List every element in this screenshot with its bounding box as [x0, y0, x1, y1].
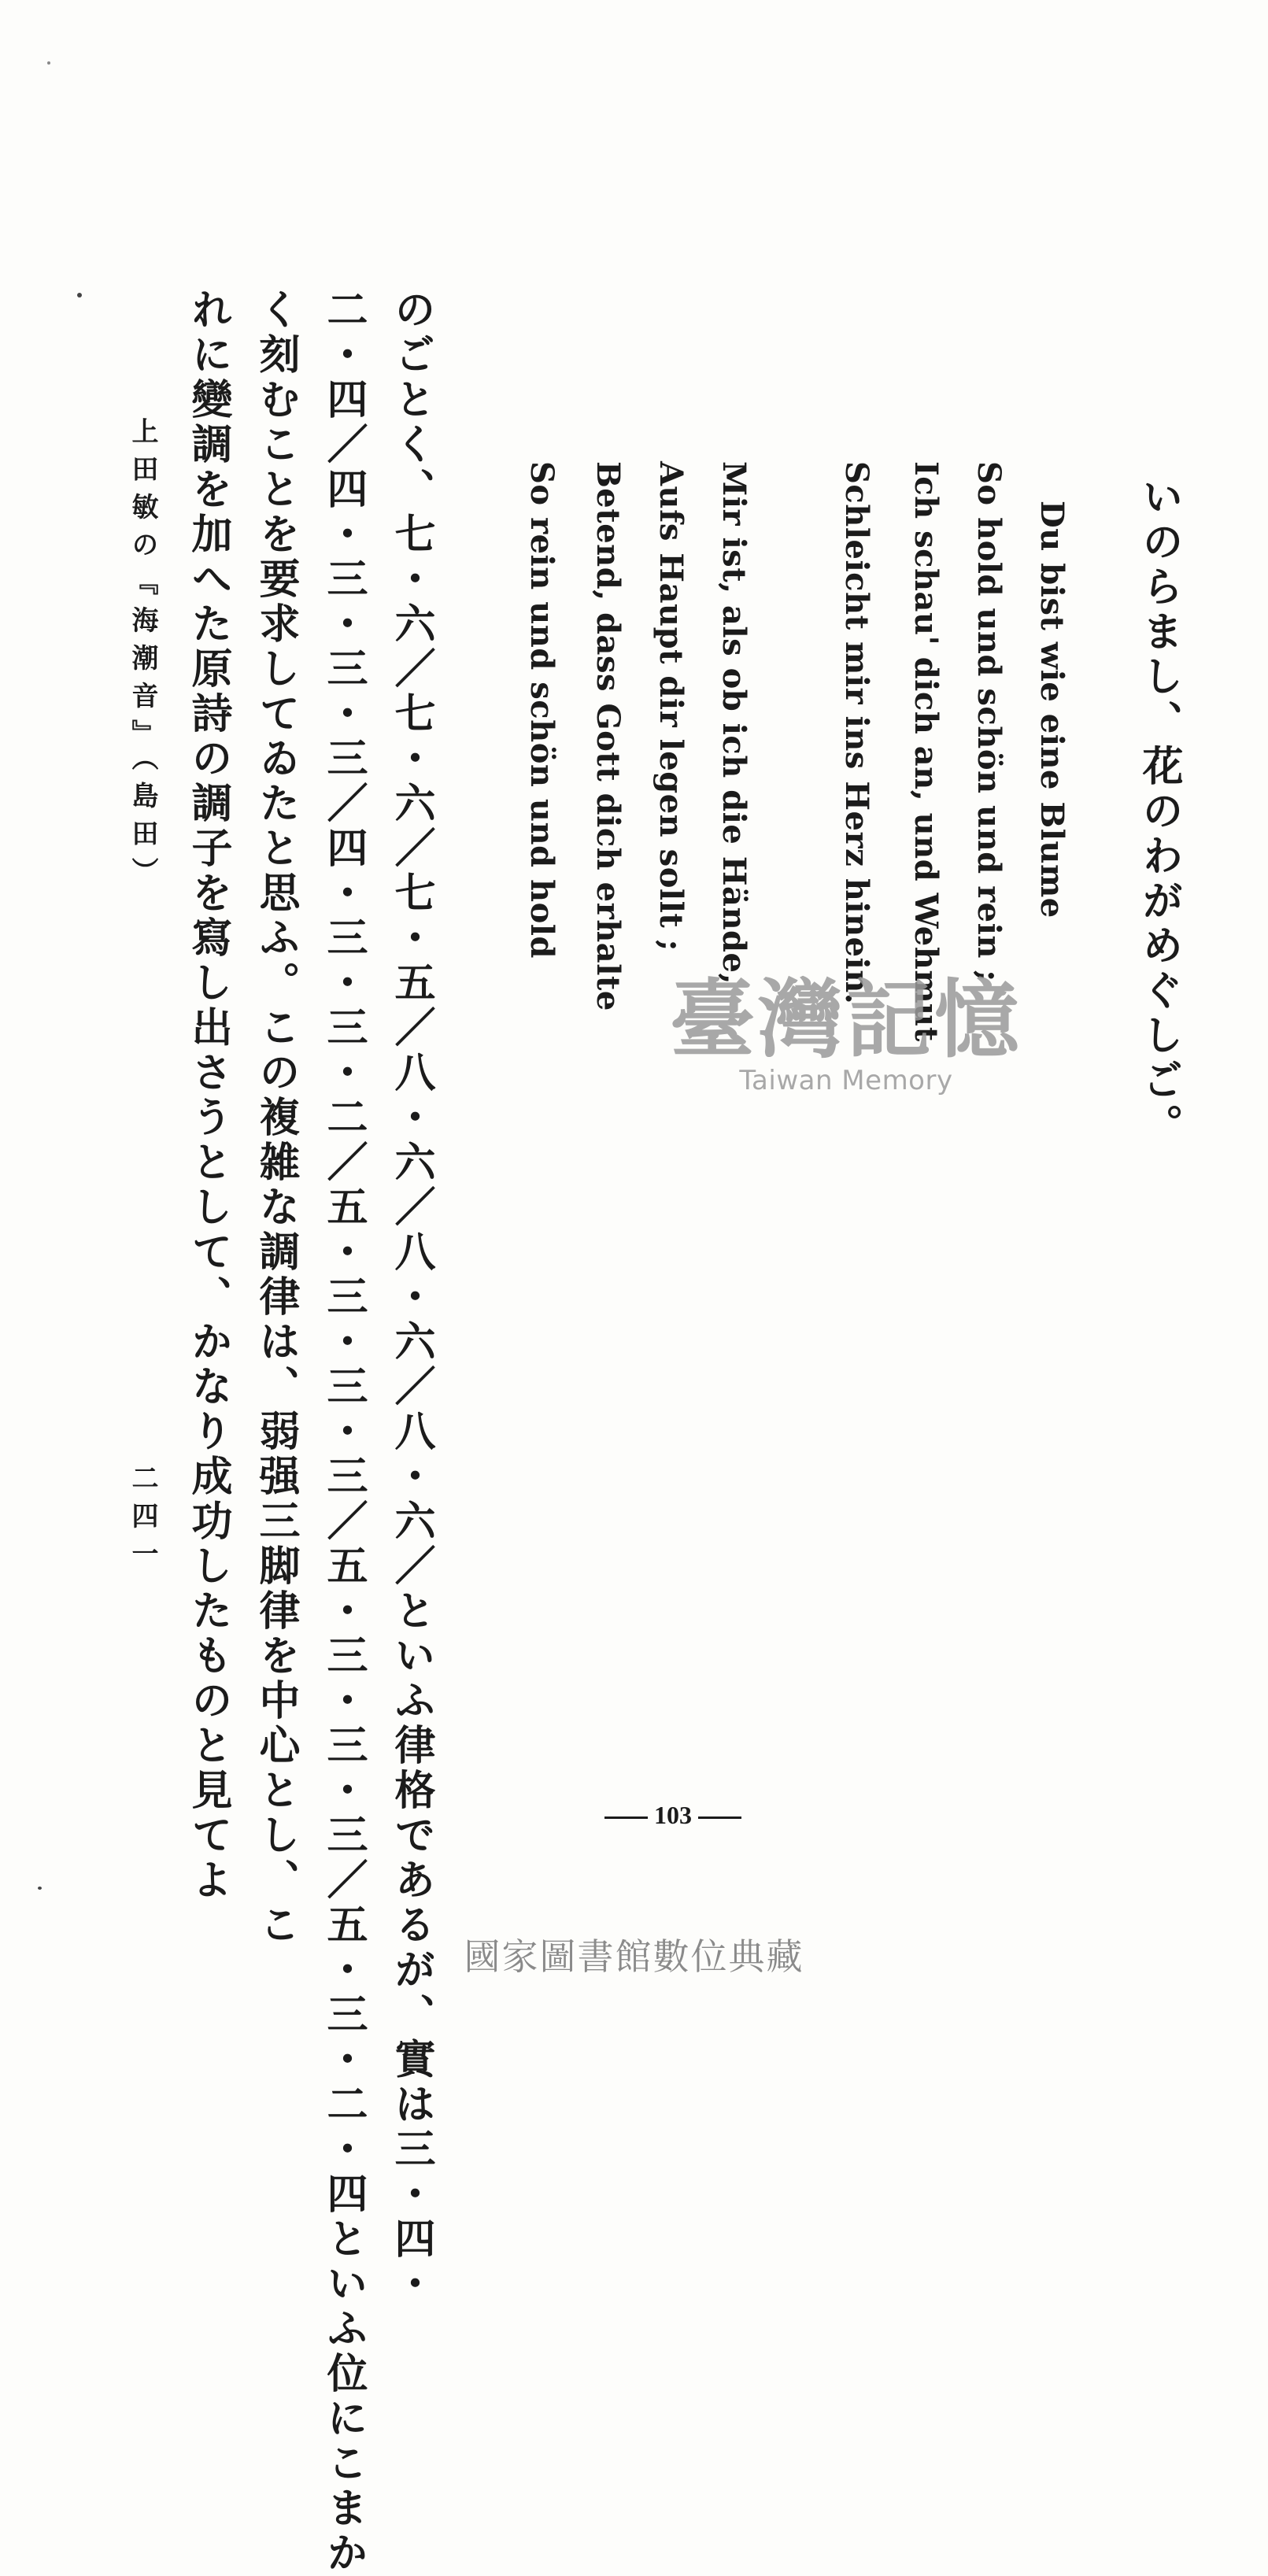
page-number-text: 103	[654, 1801, 692, 1829]
page-number-rule-left	[604, 1817, 648, 1819]
german-line-4: Schleicht mir ins Herz hinein.	[838, 461, 875, 1005]
prose-line-2: 二・四／四・三・三・三／四・三・三・二／五・三・三・三／五・三・三・三／五・三・二・四といふ位にこまか	[320, 288, 368, 2576]
prose-line-3: く刻むことを要求してゐたと思ふ。この複雑な調律は、弱强三脚律を中心とし、こ	[252, 288, 300, 1948]
german-line-2: So hold und schön und rein ;	[970, 461, 1007, 982]
library-footer: 國家圖書館數位典藏	[464, 1935, 804, 1978]
prose-line-1: のごとく、七・六／七・六／七・五／八・六／八・六／八・六／といふ律格であるが、實は三・四・	[387, 288, 435, 2307]
scan-speck	[47, 61, 50, 65]
page-number-rule-right	[698, 1817, 741, 1819]
watermark-chinese: 臺灣記憶	[669, 970, 1022, 1070]
page-number	[598, 1801, 748, 1830]
page-number-kanji: 二四一	[127, 1464, 158, 1577]
german-line-3: Ich schau' dich an, und Wehmut	[908, 461, 945, 1042]
poem-intro-line: いのらまし、花のわがめぐしご。	[1135, 475, 1183, 1148]
german-line-7: Betend, dass Gott dich erhalte	[590, 461, 627, 1011]
german-line-1: Du bist wie eine Blume	[1033, 501, 1070, 918]
german-line-8: So rein und schön und hold	[523, 461, 560, 959]
german-line-5: Mir ist, als ob ich die Hände,	[715, 461, 752, 985]
watermark-english: Taiwan Memory	[739, 1065, 953, 1097]
german-line-6: Aufs Haupt dir legen sollt ;	[652, 461, 689, 952]
prose-line-4: れに變調を加へた原詩の調子を寫し出さうとして、かなり成功したものと見てよ	[184, 288, 232, 1903]
running-caption: 上田敏の『海潮音』（島田）	[127, 417, 158, 895]
scan-speck	[38, 1887, 42, 1890]
scan-speck	[77, 293, 82, 298]
taiwan-memory-watermark	[626, 970, 1067, 1097]
